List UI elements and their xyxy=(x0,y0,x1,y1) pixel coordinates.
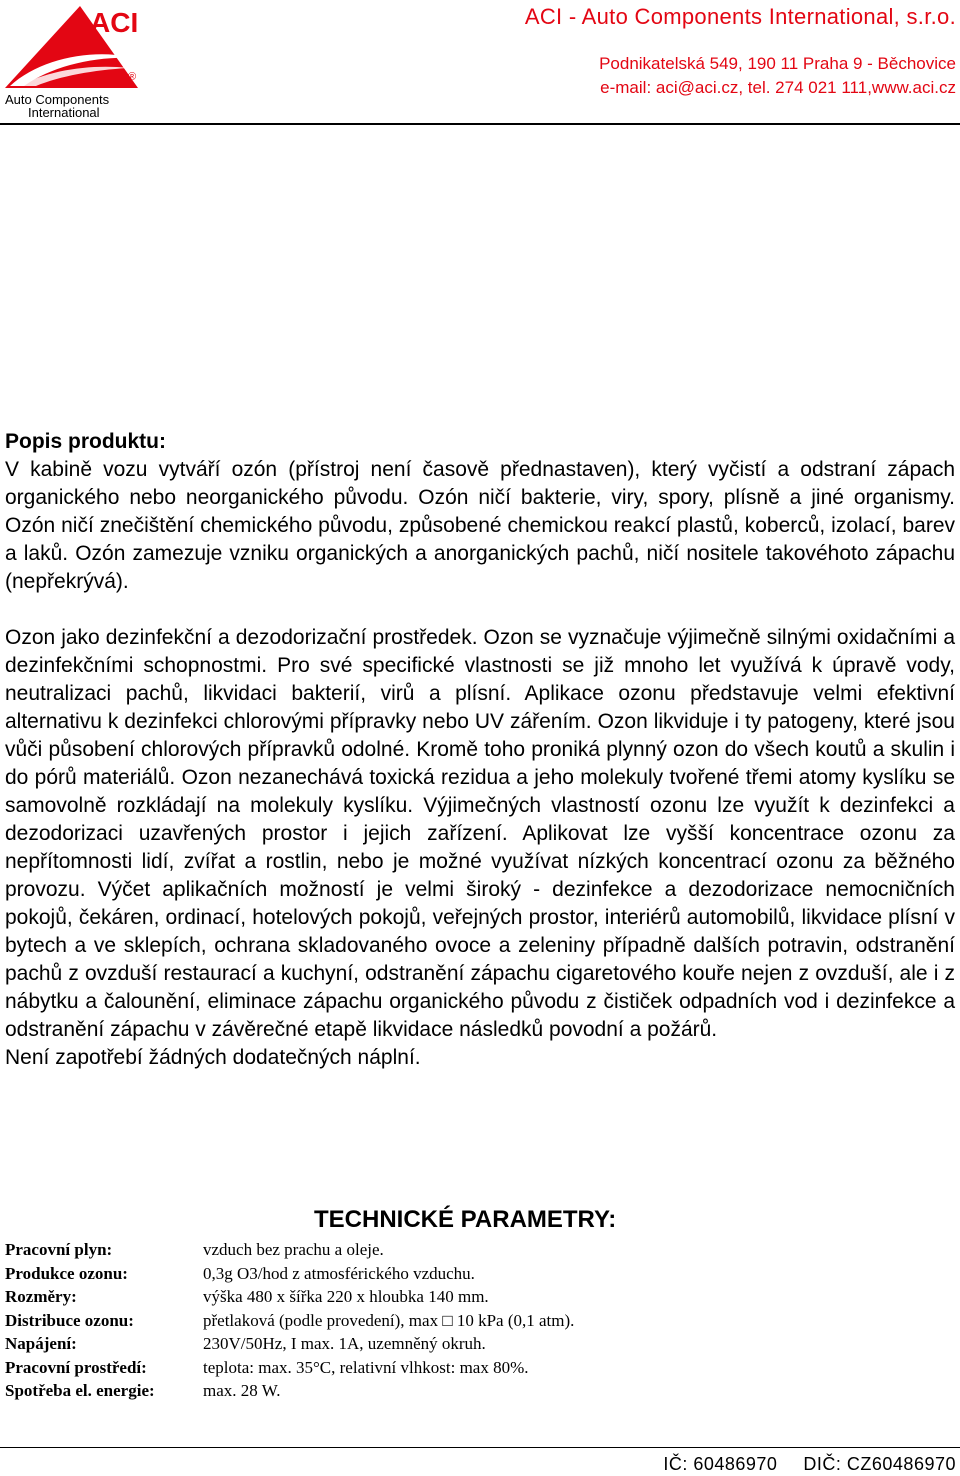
param-value: vzduch bez prachu a oleje. xyxy=(203,1240,384,1259)
company-name: ACI - Auto Components International, s.r.o. xyxy=(524,4,956,29)
param-label: Napájení: xyxy=(5,1334,77,1353)
footer-divider xyxy=(0,1447,960,1448)
tech-params-title: TECHNICKÉ PARAMETRY: xyxy=(314,1206,617,1233)
param-row xyxy=(5,1262,705,1286)
description-title: Popis produktu: xyxy=(5,430,166,453)
param-label: Rozměry: xyxy=(5,1287,77,1306)
svg-text:Auto Components: Auto Components xyxy=(5,92,110,107)
param-value: max. 28 W. xyxy=(203,1381,281,1400)
description-paragraph-1: V kabině vozu vytváří ozón (přístroj není časově přednastaven), který vyčistí a odstraní zápach organického nebo neorganického původu. Ozón ničí bakterie, viry, spory, plísně a jiné organismy. Ozón ničí znečištění chemického původu, způsobené chemickou reakcí plastů, koberců, izolací, barev a laků. Ozón zamezuje vzniku organických a anorganických pachů, ničí nositele takovéhoto zápachu (nepřekrývá). xyxy=(5,458,955,593)
param-label: Spotřeba el. energie: xyxy=(5,1381,155,1400)
svg-text:®: ® xyxy=(128,71,137,83)
header-divider xyxy=(0,123,960,125)
param-row xyxy=(5,1356,705,1380)
param-value: výška 480 x šířka 220 x hloubka 140 mm. xyxy=(203,1287,489,1306)
company-dic: DIČ: CZ60486970 xyxy=(803,1454,956,1474)
description-paragraph-3: Není zapotřebí žádných dodatečných náplní. xyxy=(5,1046,421,1069)
param-label: Distribuce ozonu: xyxy=(5,1310,134,1330)
param-row xyxy=(5,1332,705,1356)
svg-text:International: International xyxy=(28,105,100,120)
param-value: 230V/50Hz, I max. 1A, uzemněný okruh. xyxy=(203,1334,486,1353)
company-address: Podnikatelská 549, 190 11 Praha 9 - Běchovice xyxy=(599,54,956,73)
param-value: teplota: max. 35°C, relativní vlhkost: max 80%. xyxy=(203,1357,529,1377)
param-value: 0,3g O3/hod z atmosférického vzduchu. xyxy=(203,1263,475,1283)
paragraph-gap xyxy=(5,596,955,624)
description-paragraph-2: Ozon jako dezinfekční a dezodorizační prostředek. Ozon se vyznačuje výjimečně silnými oxidačními a dezinfekčními schopnostmi. Pro své specifické vlastnosti se již mnoho let využívá k úpravě vody, neutralizaci pachů, likvidaci bakterií, virů a plísní. Aplikace ozonu představuje velmi efektivní alternativu k dezinfekci chlorovými přípravky nebo UV zářením. Ozon likviduje i ty patogeny, které jsou vůči působení chlorových přípravků odolné. Kromě toho proniká plynný ozon do všech koutů a skulin i do pórů materiálů. Ozon nezanechává toxická rezidua a jeho molekuly tvořené třemi atomy kyslíku se samovolně rozkládají na molekuly kyslíku. Výjimečných vlastností ozonu lze využít k dezinfekci a dezodorizaci uzavřených prostor i jejich zařízení. Aplikovat lze vyšší koncentrace ozonu za nepřítomnosti lidí, zvířat a rostlin, nebo je možné využívat nízkých koncentrací ozonu za běžného provozu. Výčet aplikačních možností je velmi široký - dezinfekce a dezodorizace nemocničních pokojů, čekáren, ordinací, hotelových pokojů, veřejných prostor, interiérů automobilů, likvidace plísní v bytech a ve sklepích, ochrana skladovaného ovoce a zeleniny případně dalších potravin, odstranění pachů z ovzduší restaurací a kuchyní, odstranění zápachu cigaretového kouře nejen z ovzduší, ale i z nábytku a čalounění, eliminace zápachu organického původu z čističek odpadních vod i dezinfekce a odstranění zápachu v závěrečné etapě likvidace následků povodní a požárů. xyxy=(5,626,955,1041)
param-value: přetlaková (podle provedení), max □ 10 kPa (0,1 atm). xyxy=(203,1310,575,1330)
company-contact: e-mail: aci@aci.cz, tel. 274 021 111,www.aci.cz xyxy=(600,78,956,97)
company-ico: IČ: 60486970 xyxy=(663,1454,778,1474)
aci-logo xyxy=(0,0,150,122)
param-row xyxy=(5,1285,705,1309)
param-label: Pracovní plyn: xyxy=(5,1240,113,1259)
param-row xyxy=(5,1238,705,1262)
param-row xyxy=(5,1379,705,1403)
param-row xyxy=(5,1309,705,1333)
product-description xyxy=(5,428,955,1072)
param-label: Produkce ozonu: xyxy=(5,1263,128,1283)
footer-ids xyxy=(663,1454,956,1475)
tech-params-table xyxy=(5,1238,705,1403)
svg-text:ACI: ACI xyxy=(90,7,139,38)
param-label: Pracovní prostředí: xyxy=(5,1357,147,1377)
